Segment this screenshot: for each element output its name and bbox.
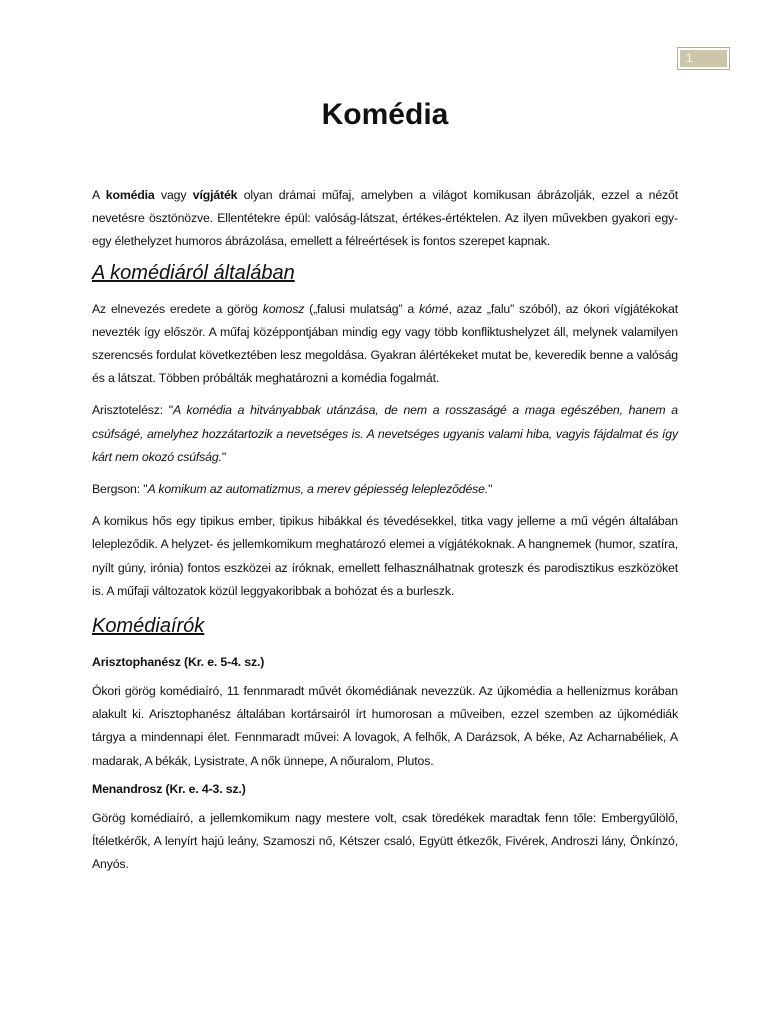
term-komosz: komosz [262, 301, 305, 316]
term-komedia: komédia [105, 188, 155, 202]
aristotle-quote-paragraph [92, 399, 678, 469]
paragraph-text: , azaz „falu” szóból), az ókori vígjátékokat nevezték így először. A műfaj középpontjában mindig egy vagy több konfliktushelyzet áll, melynek valamilyen szerencsés fordulat következtében lesz megoldása. Gyakran álértékeket mutat be, keveredik benne a valóság és a látszat. Többen próbálták meghatározni a komédia fogalmát. [92, 301, 679, 386]
quote-mark: " [221, 449, 227, 464]
etymology-paragraph [92, 298, 678, 391]
author-heading-aristophanes: Arisztophanész (Kr. e. 5-4. sz.) [92, 655, 265, 670]
quote-source: Arisztotelész: " [92, 403, 174, 418]
comic-hero-paragraph: A komikus hős egy tipikus ember, tipikus hibákkal és tévedésekkel, titka vagy jelleme a mű végén általában lelepleződik. A helyzet- és jellemkomikum meghatározó elemei a vígjátékoknak. A hangnemek (humor, szatíra, nyílt gúny, irónia) fontos eszközei az íróknak, emellett felhasználhatnak groteszk és parodisztikus eszközöket is. A műfaji változatok közül leggyakoribbak a bohózat és a burleszk. [92, 514, 678, 598]
term-vigjatek: vígjáték [192, 188, 238, 202]
quote-text: A komédia a hitványabbak utánzása, de nem a rosszaságé a maga egészében, hanem a csúfságé, amelyhez hozzátartozik a nevetséges is. A nevetséges ugyanis valami hiba, vagyis fájdalmat és így kárt nem okozó csúfság. [92, 403, 678, 464]
bergson-quote-paragraph [92, 478, 678, 501]
quote-mark: " [488, 482, 493, 497]
author-paragraph-menander: Görög komédiaíró, a jellemkomikum nagy mestere volt, csak töredékek maradtak fenn tőle: Embergyűlölő, Ítéletkérők, A lenyírt hajú leány, Szamoszi nő, Kétszer csaló, Együtt étkezők, Fivérek, Androszi lány, Önkínzó, Anyós. [92, 810, 678, 872]
document-body [92, 90, 678, 876]
quote-source: Bergson: " [92, 482, 148, 497]
paragraph-text: Az elnevezés eredete a görög [92, 301, 263, 316]
section-heading-authors: Komédiaírók [92, 615, 205, 638]
intro-paragraph [92, 184, 678, 254]
paragraph-text: („falusi mulatság” a [304, 301, 419, 316]
page-title: Komédia [321, 98, 449, 131]
quote-text: A komikum az automatizmus, a merev gépiesség lelepleződése. [147, 482, 489, 497]
page-number-box [677, 47, 730, 70]
intro-text: A [92, 188, 106, 202]
page-number: 1 [680, 50, 727, 67]
author-paragraph-aristophanes: Ókori görög komédiaíró, 11 fennmaradt művét ókomédiának nevezzük. Az újkomédia a hellenizmus korában alakult ki. Arisztophanész általában kortársairól írt humorosan a műveiben, ezzel szemben az újkomédiák tárgya a mindennapi élet. Fennmaradt művei: A lovagok, A felhők, A Darázsok, A béke, Az Acharnabéliek, A madarak, A békák, Lysistrate, A nők ünnepe, A nőuralom, Plutos. [92, 684, 678, 768]
intro-text: olyan drámai műfaj, amelyben a világot komikusan ábrázolják, ezzel a nézőt nevetésre ösztönözve. Ellentétekre épül: valóság-látszat, értékes-értéktelen. Az ilyen művekben gyakori egy-egy élethelyzet humoros ábrázolása, emellett a félreértések is fontos szerepet kapnak. [92, 188, 678, 249]
intro-text: vagy [154, 188, 193, 202]
term-kome: kómé [418, 301, 449, 316]
author-heading-menander: Menandrosz (Kr. e. 4-3. sz.) [92, 781, 246, 796]
section-heading-general: A komédiáról általában [92, 261, 295, 284]
